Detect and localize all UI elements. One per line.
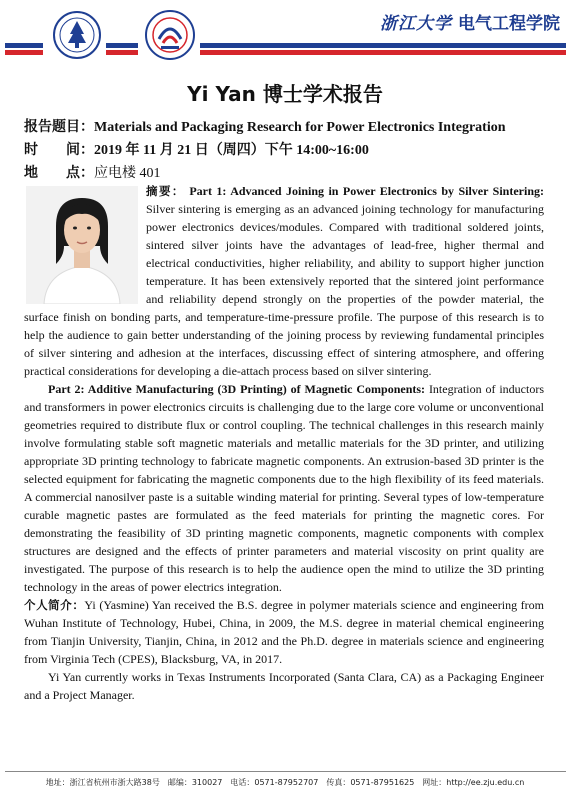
bio-current-position: Yi Yan currently works in Texas Instruments Incorporated (Santa Clara, CA) as a Packaging Engineer and a Project Manager. <box>24 670 544 702</box>
info-topic <box>24 117 506 138</box>
place-value: 应电楼 401 <box>94 166 161 181</box>
header-bar-red <box>200 50 566 55</box>
part2-text: Integration of inductors and transformers in power electronics circuits is challenging due to the large core volume or unconventional geometries required to distribute flux or control coupling. The technical challenges in this research mainly involve formulating stable soft magnetic materials and metallic materials for the 3D printer, and utilizing appropriate 3D printing technology to fabricate magnetic components. An extrusion-based 3D printer is the selected equipment for fabricating the magnetic components due to the high flexibility of its feed materials. A commercial nanosilver paste is a suitable winding material for printing. Several types of low-temperature curable magnetic pastes are formulated as the feed materials for printing the magnetic cores. For demonstrating the feasibility of 3D printing magnetic components, magnetic components with complex structures are designed and the effects of printer parameters and material viscosity on print quality are investigated. The purpose of this research is to help the audience open the mind to utilize the 3D printing technology in the areas of power electrics integration. <box>24 382 545 594</box>
bio-paragraph <box>24 596 544 668</box>
header-bar-red <box>5 50 43 55</box>
topic-value: Materials and Packaging Research for Power Electronics Integration <box>94 120 506 135</box>
part1-heading: Part 1: Advanced Joining in Power Electronics by Silver Sintering: <box>189 184 545 198</box>
bio-text: Yi (Yasmine) Yan received the B.S. degree in polymer materials science and engineering from Wuhan Institute of Technology, Hubei, China, in 2009, the M.S. degree in material chemical engineering from Tianjin University, Tianjin, China, in 2012 and the Ph.D. degree in materials science and engineering from Virginia Tech (CPES), Blacksburg, VA, in 2017. <box>24 598 544 666</box>
time-label: 时 间： <box>24 142 94 158</box>
zju-emblem-logo <box>48 10 106 60</box>
abstract-label: 摘要： <box>146 184 185 198</box>
header-bar-blue <box>200 43 566 48</box>
time-value: 2019 年 11 月 21 日（周四）下午 14:00~16:00 <box>94 143 369 158</box>
brand-department: 电气工程学院 <box>458 14 560 34</box>
header-bar-blue <box>106 43 138 48</box>
college-brand <box>340 9 560 33</box>
place-label: 地 点： <box>24 165 94 181</box>
bio-label: 个人简介： <box>24 598 85 612</box>
info-time <box>24 140 369 161</box>
body-text <box>24 182 544 704</box>
header-bar-blue <box>5 43 43 48</box>
info-place <box>24 163 161 184</box>
brand-university: 浙江大学 <box>380 14 452 34</box>
college-emblem-logo <box>141 9 199 61</box>
footer-divider <box>5 771 566 772</box>
header-bar-red <box>106 50 138 55</box>
abstract-part2 <box>24 380 544 596</box>
topic-label: 报告题目： <box>24 119 94 135</box>
page-title: Yi Yan 博士学术报告 <box>187 82 383 106</box>
footer-contact: 地址：浙江省杭州市浙大路38号 邮编：310027 电话：0571-87952707 传真：0571-87951625 网址：http://ee.zju.edu.cn <box>45 778 525 787</box>
part1-text: Silver sintering is emerging as an advanced joining technology for manufacturing power electronics devices/modules. Compared with traditional soldered joints, sintered silver joints have the advantages of lead-free, higher thermal and electrical conductivities, higher reliability, and ability to support higher junction temperature. It has been extensively reported that the sintered joint performance and reliability depend strongly on the properties of the powder material, the surface finish on bonding parts, and temperature-time-pressure profile. The purpose of this research is to help the audience to gain better understanding of the joining process by reviewing fundamental principles of silver sintering and adhesion at the interfaces, discussing effect of sintering atmosphere, and offering practical considerations for developing a die-attach process based on silver sintering. <box>24 202 544 378</box>
part2-heading: Part 2: Additive Manufacturing (3D Printing) of Magnetic Components: <box>48 382 426 396</box>
header <box>0 0 570 66</box>
